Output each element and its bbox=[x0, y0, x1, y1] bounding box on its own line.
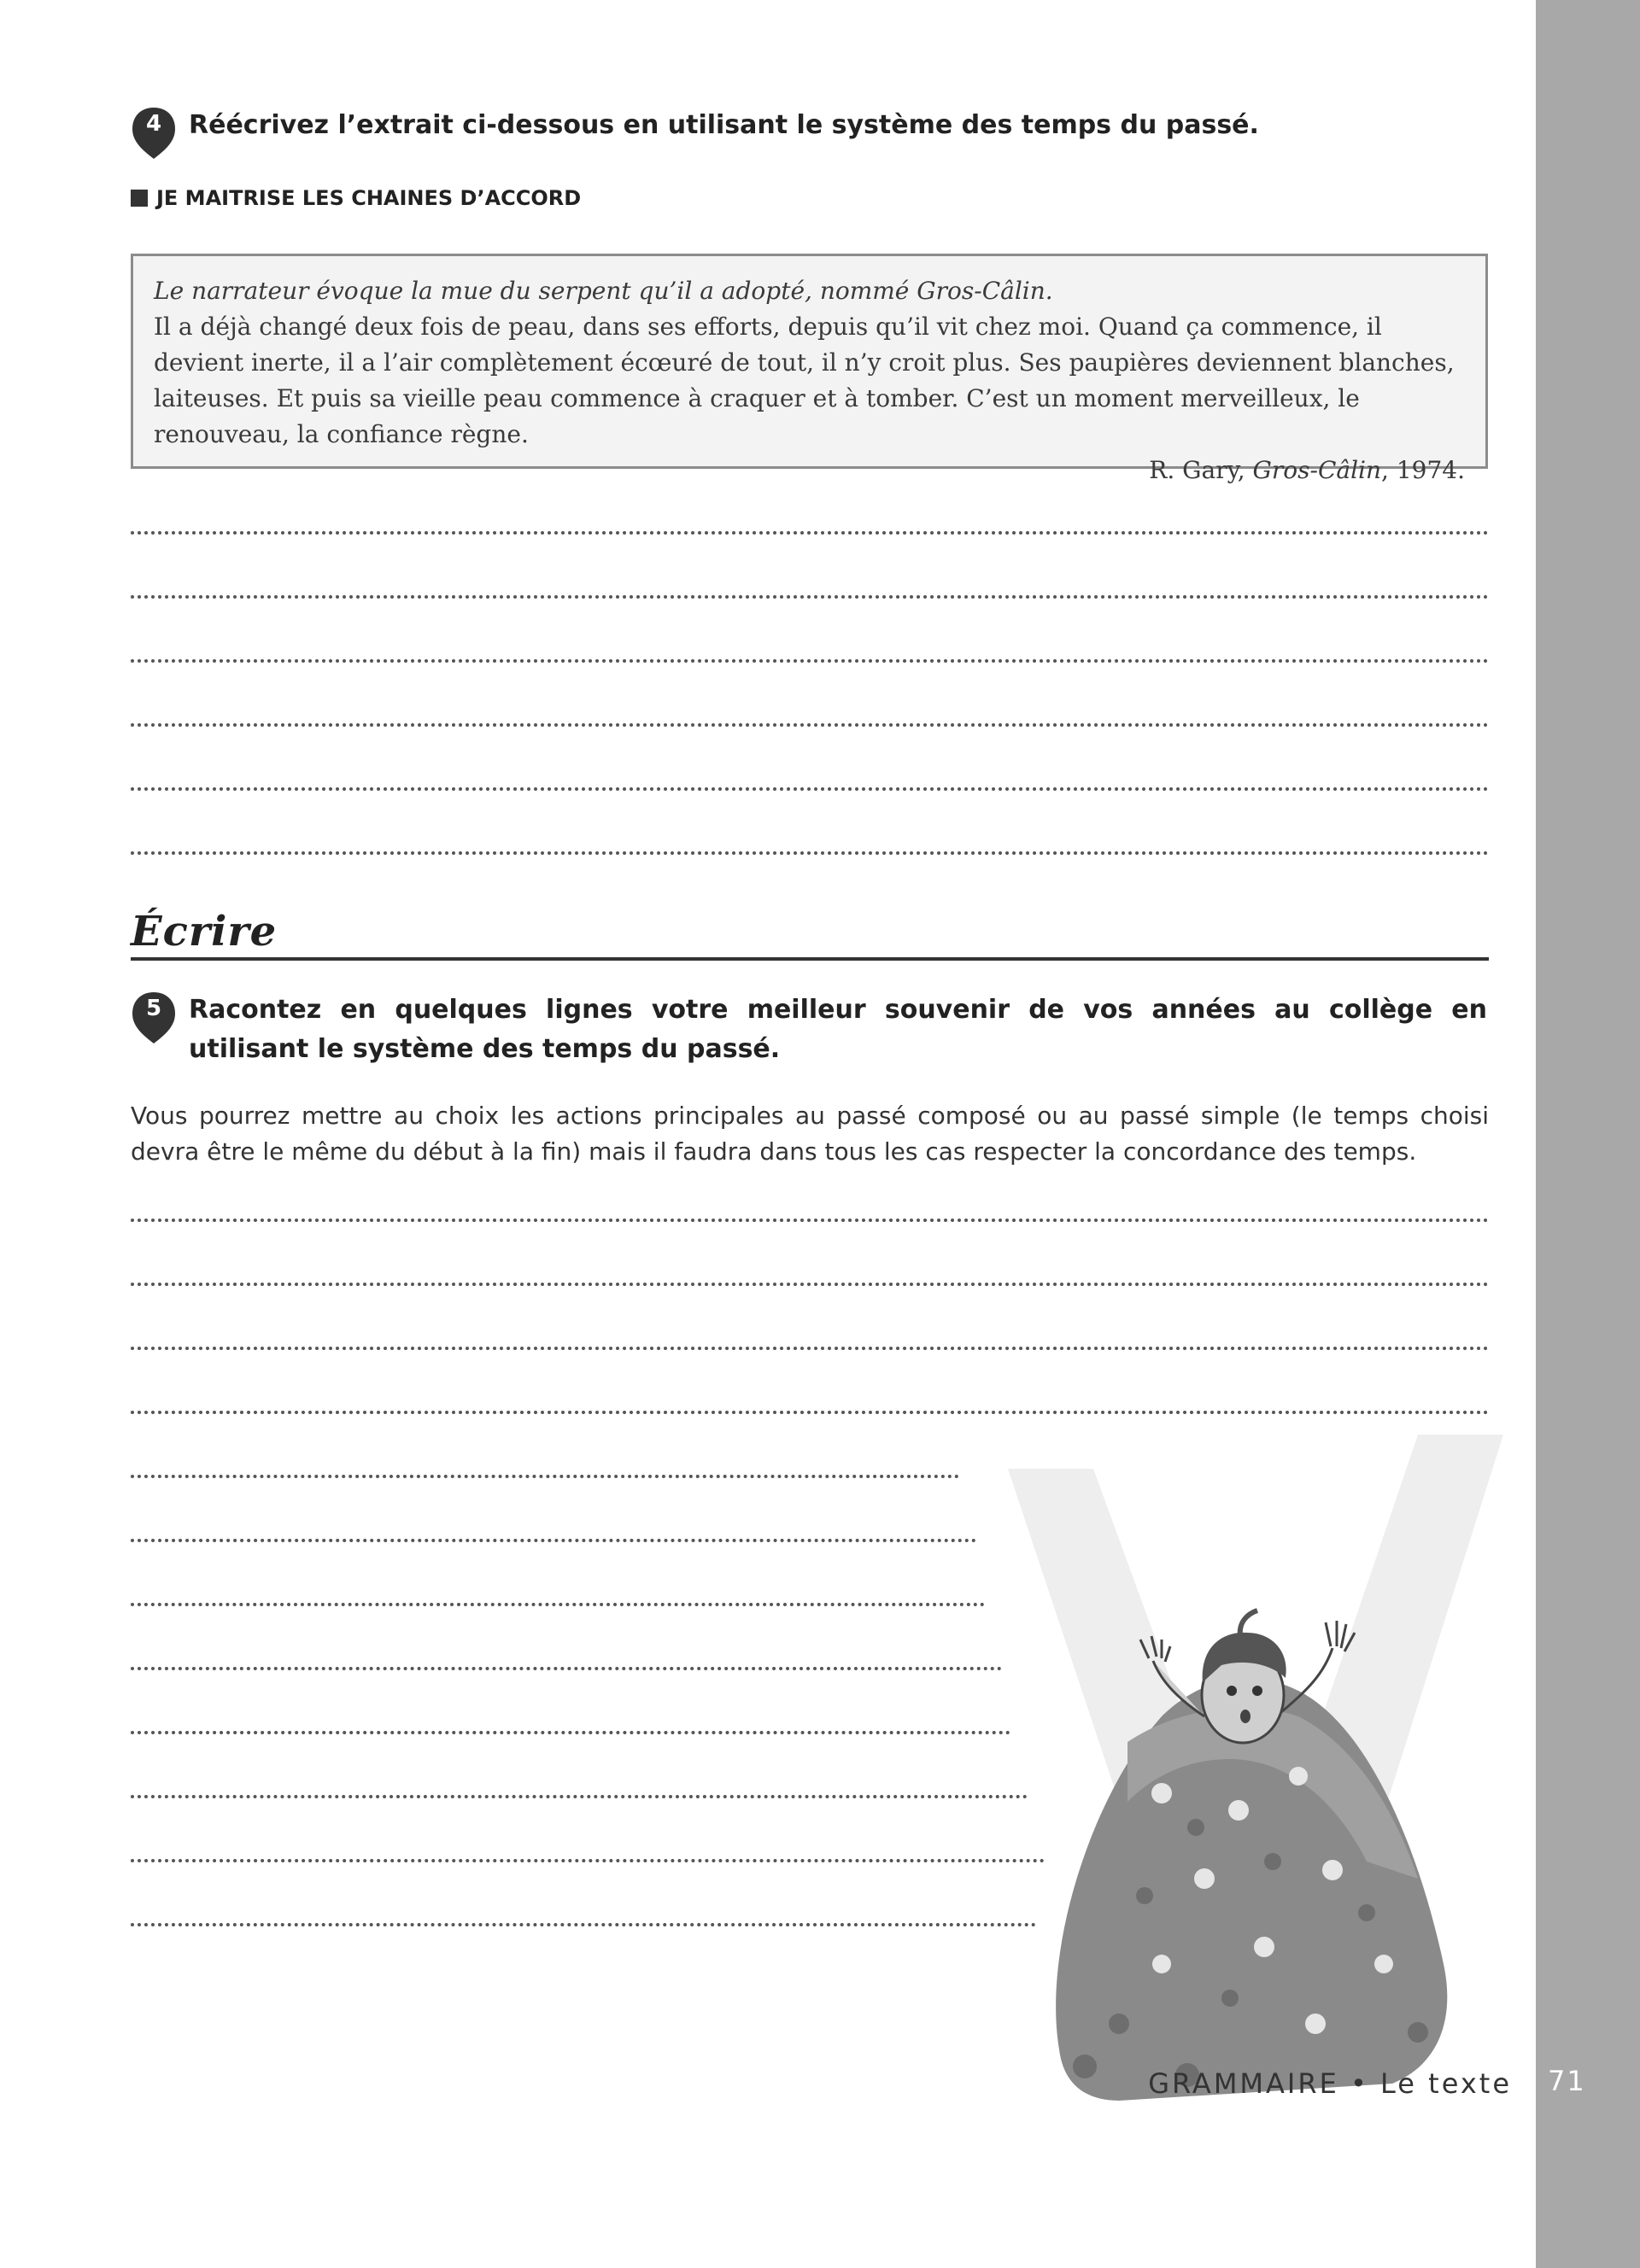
exercise-body: Vous pourrez mettre au choix les actions principales au passé composé ou au passé simple (le temps choisi devra être le même du début à la fin) mais il faudra dans tous les cas respecter la concordance des temps. bbox=[131, 1102, 1489, 1166]
exercise-instruction: Racontez en quelques lignes votre meilleur souvenir de vos années au collège en utilisant le système des temps du passé. bbox=[189, 995, 1487, 1064]
section-heading bbox=[131, 908, 1489, 961]
excerpt-box bbox=[131, 254, 1488, 484]
subheading bbox=[131, 186, 581, 210]
exercise-number: 4 bbox=[145, 111, 162, 137]
exercise-number-badge bbox=[131, 106, 177, 161]
citation-author: R. Gary, bbox=[1149, 456, 1253, 484]
exercise-number-badge bbox=[131, 991, 177, 1045]
answer-line[interactable] bbox=[131, 659, 1489, 663]
answer-line[interactable] bbox=[131, 1219, 1489, 1222]
answer-line[interactable] bbox=[131, 787, 1489, 791]
exercise-4-header bbox=[131, 106, 1259, 161]
excerpt-body: Il a déjà changé deux fois de peau, dans ses efforts, depuis qu’il vit chez moi. Quand ça commence, il devient inerte, il a l’air complètement écœuré de tout, il n’y croit plus. Ses paupières deviennent blanches, laiteuses. Et puis sa vieille peau commence à craquer et à tomber. C’est un moment merveilleux, le renouveau, la confiance règne. bbox=[154, 313, 1455, 448]
answer-line[interactable] bbox=[131, 595, 1489, 599]
page-number: 71 bbox=[1548, 2065, 1586, 2097]
exercise-instruction: Réécrivez l’extrait ci-dessous en utilisant le système des temps du passé. bbox=[189, 110, 1259, 140]
answer-line[interactable] bbox=[131, 1283, 1489, 1286]
answer-line[interactable] bbox=[131, 1411, 1489, 1414]
answer-line[interactable] bbox=[131, 1667, 1002, 1670]
answer-line[interactable] bbox=[131, 1923, 1036, 1926]
section-title: Écrire bbox=[131, 908, 278, 956]
citation-year: , 1974. bbox=[1381, 456, 1465, 484]
answer-line[interactable] bbox=[131, 1347, 1489, 1350]
answer-line[interactable] bbox=[131, 723, 1489, 727]
page-footer-section: GRAMMAIRE • Le texte bbox=[1148, 2067, 1512, 2100]
exercise-5-header bbox=[131, 991, 1489, 1069]
square-bullet-icon bbox=[131, 190, 148, 207]
answer-line[interactable] bbox=[131, 1731, 1010, 1734]
answer-line[interactable] bbox=[131, 1795, 1028, 1798]
answer-line[interactable] bbox=[131, 1475, 959, 1478]
exercise-number: 5 bbox=[145, 996, 162, 1021]
page-side-band bbox=[1536, 0, 1640, 2268]
answer-line[interactable] bbox=[131, 531, 1489, 535]
excerpt-intro: Le narrateur évoque la mue du serpent qu’il a adopté, nommé Gros-Câlin. bbox=[154, 277, 1053, 305]
subheading-text: JE MAITRISE LES CHAINES D’ACCORD bbox=[156, 186, 582, 210]
section-rule bbox=[131, 957, 1489, 961]
child-under-blanket-illustration bbox=[991, 1435, 1520, 2135]
answer-line[interactable] bbox=[131, 851, 1489, 855]
answer-line[interactable] bbox=[131, 1539, 976, 1542]
citation-title: Gros-Câlin bbox=[1252, 456, 1382, 484]
answer-line[interactable] bbox=[131, 1603, 985, 1606]
answer-line[interactable] bbox=[131, 1859, 1045, 1862]
excerpt-citation bbox=[154, 453, 1465, 488]
